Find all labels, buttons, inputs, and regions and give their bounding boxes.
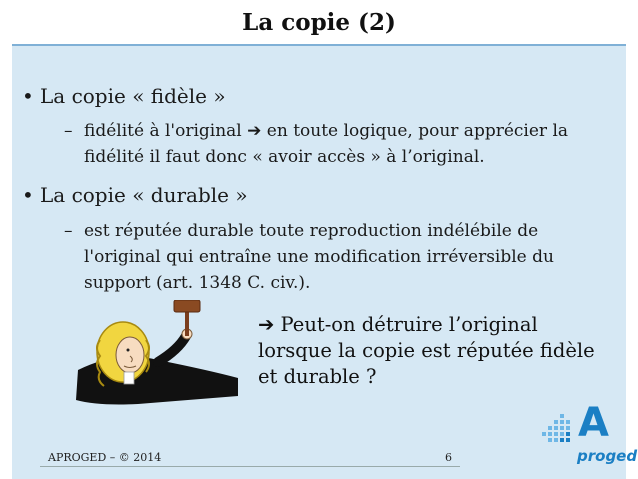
bullet-text: La copie « durable »: [40, 183, 248, 207]
bullet-marker: •: [22, 183, 34, 207]
logo-letter: A: [578, 400, 609, 446]
judge-gavel-illustration: [38, 300, 243, 410]
page-number: 6: [445, 451, 452, 464]
sub-bullet-text: fidélité à l'original ➔ en toute logique, pour apprécier la fidélité il faut donc « avoir accès » à l’original.: [84, 121, 569, 167]
sub-bullet-fidelite: [64, 118, 604, 170]
sub-bullet-text: est réputée durable toute reproduction indélébile de l'original qui entraîne une modification irréversible du support (art. 1348 C. civ.).: [84, 221, 554, 293]
bullet-text: La copie « fidèle »: [40, 84, 226, 108]
bullet-marker: •: [22, 84, 34, 108]
footer-divider: [40, 466, 460, 467]
slide-title: La copie (2): [242, 8, 396, 36]
footer-copyright: APROGED – © 2014: [48, 451, 162, 464]
sub-bullet-marker: –: [64, 121, 73, 141]
logo-wordmark: proged: [577, 447, 638, 465]
sub-bullet-marker: –: [64, 221, 73, 241]
sub-bullet-durable: [64, 218, 604, 296]
callout-question: ➔ Peut-on détruire l’original lorsque la copie est réputée fidèle et durable ?: [258, 313, 595, 388]
